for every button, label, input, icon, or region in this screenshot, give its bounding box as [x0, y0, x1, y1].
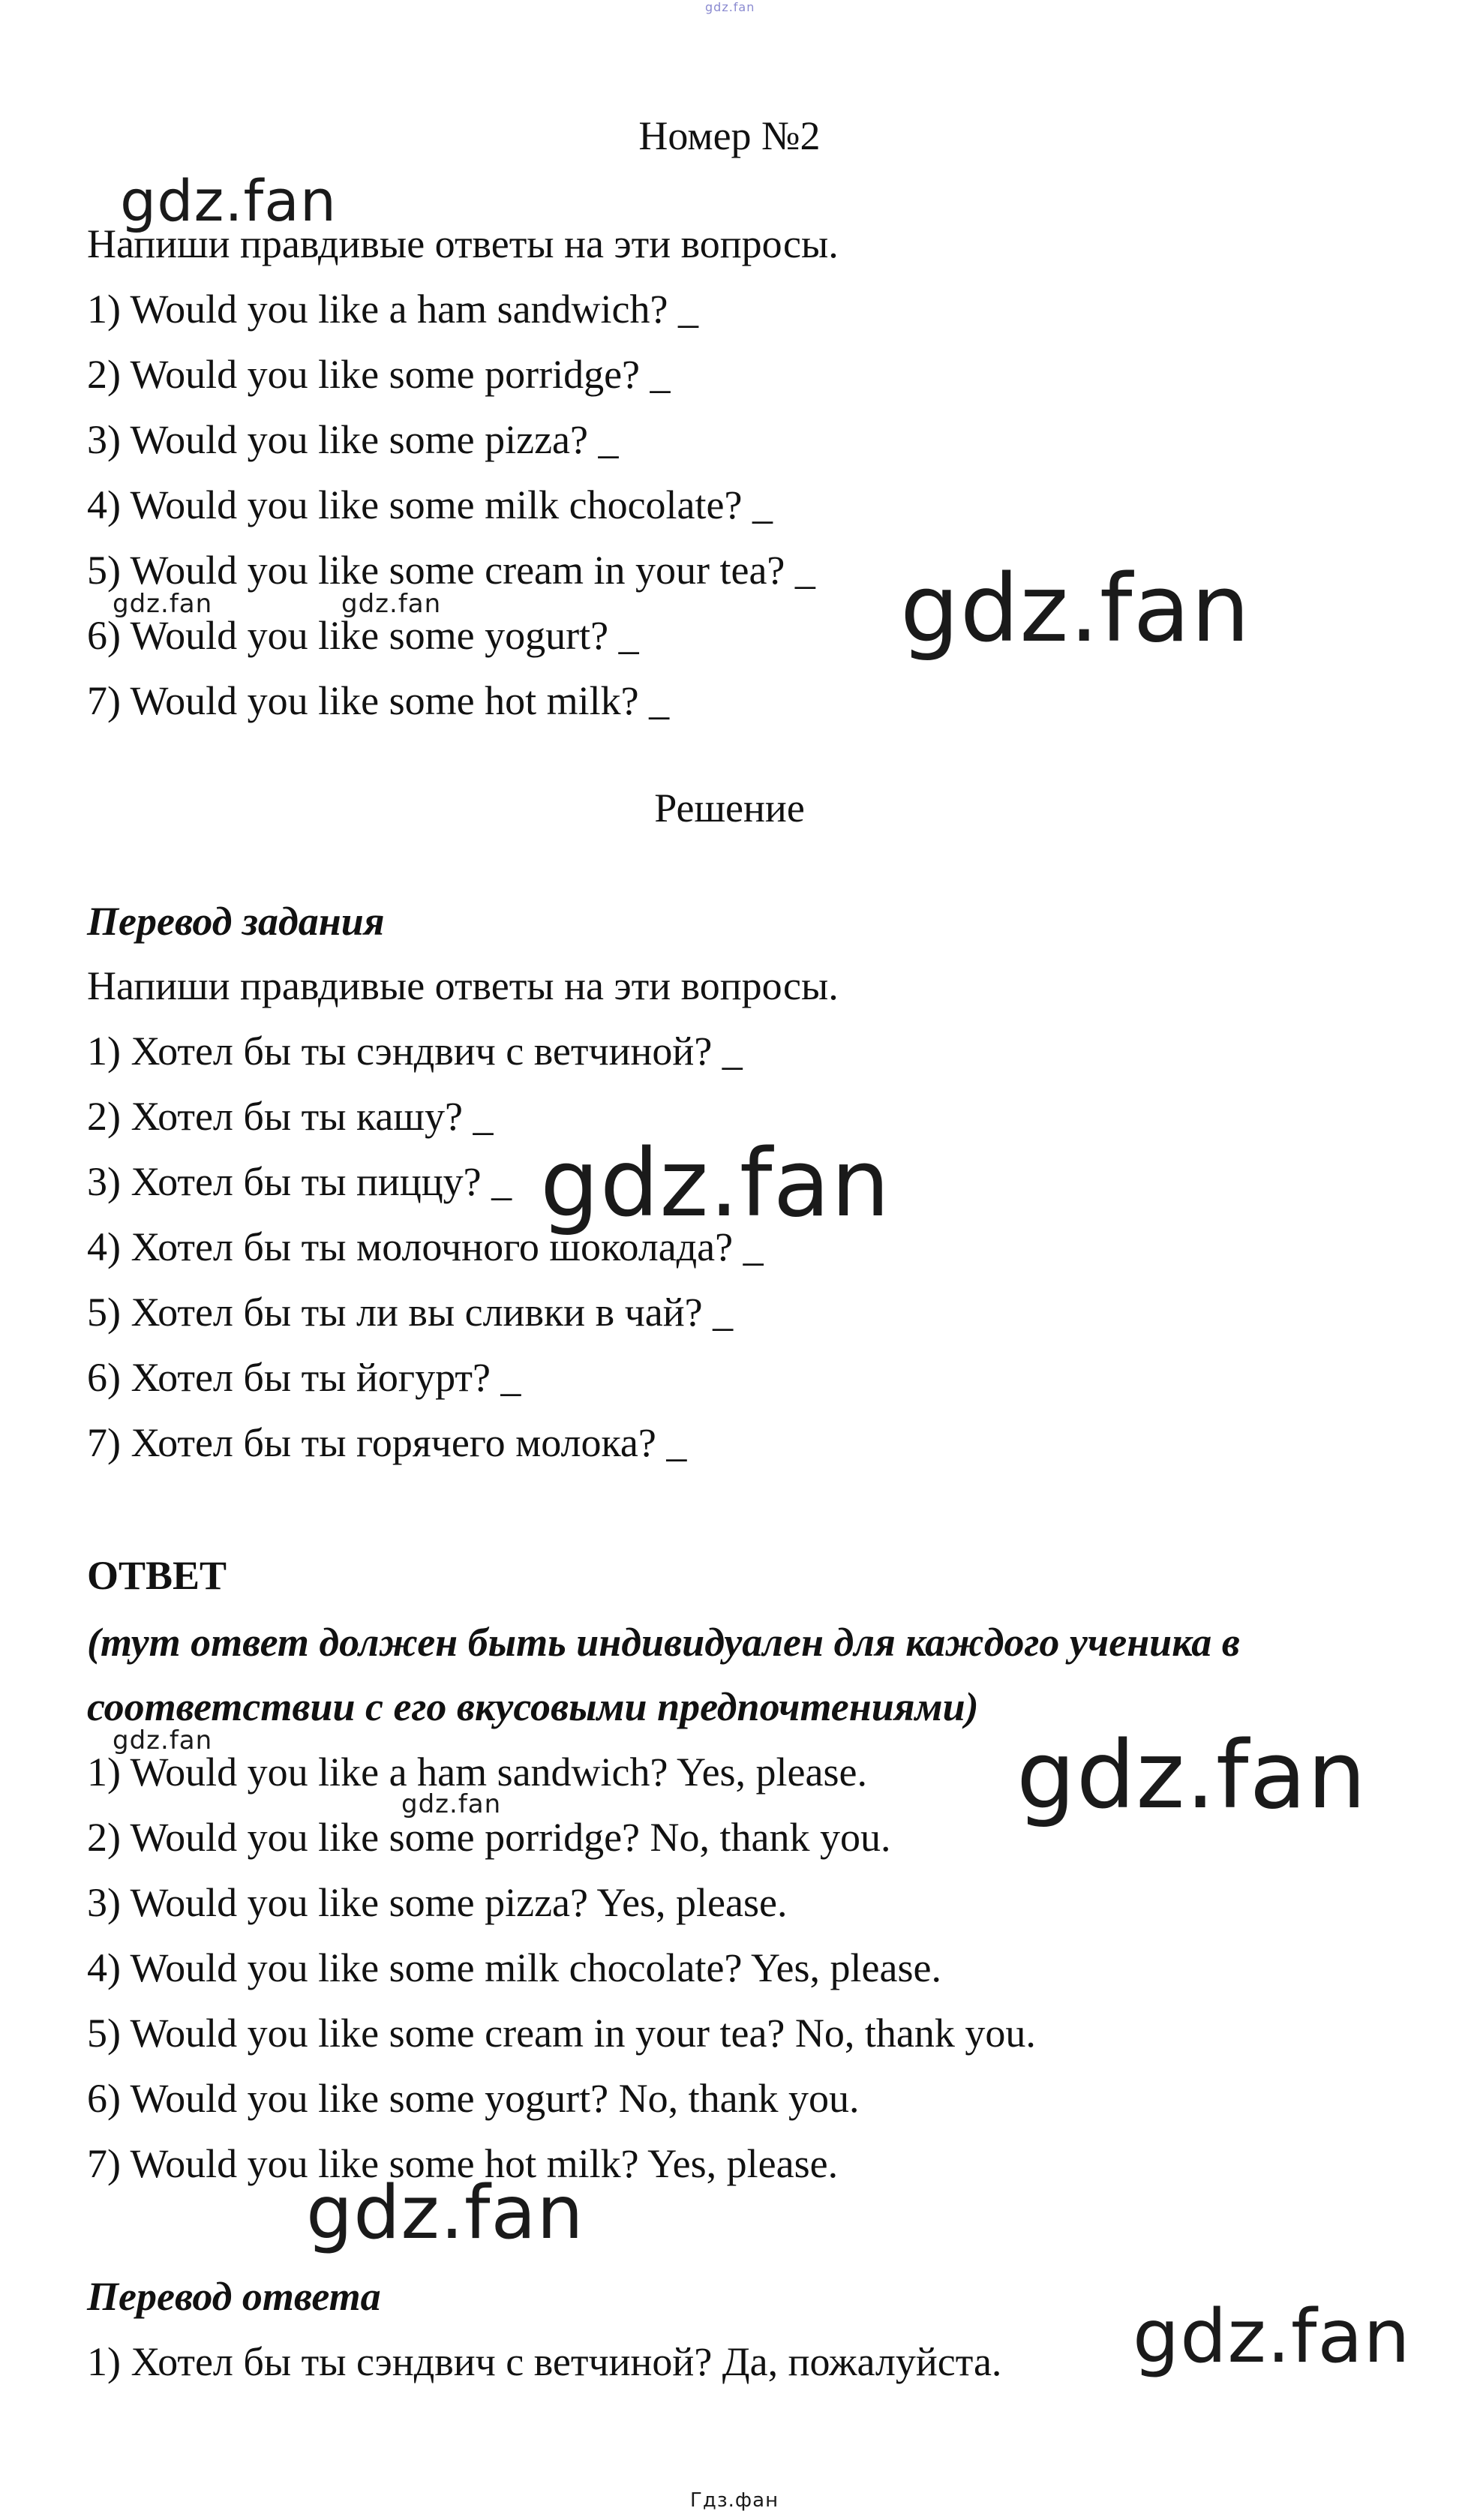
watermark-small: gdz.fan: [113, 589, 213, 619]
translation-question-1: 1) Хотел бы ты сэндвич с ветчиной? _: [87, 1029, 743, 1074]
answer-5: 5) Would you like some cream in your tea? No, thank you.: [87, 2011, 1036, 2056]
question-2: 2) Would you like some porridge? _: [87, 352, 671, 397]
task-prompt: Напиши правдивые ответы на эти вопросы.: [87, 221, 839, 266]
watermark: gdz.fan: [1133, 2294, 1411, 2380]
watermark: gdz.fan: [306, 2170, 584, 2256]
answer-translation-heading: Перевод ответа: [87, 2274, 381, 2319]
translation-question-2: 2) Хотел бы ты кашу? _: [87, 1094, 494, 1139]
question-7: 7) Would you like some hot milk? _: [87, 678, 670, 723]
translation-heading: Перевод задания: [87, 899, 385, 944]
footer-watermark: Гдз.фан: [690, 2489, 779, 2512]
watermark-small: gdz.fan: [113, 1726, 213, 1756]
watermark-large: gdz.fan: [540, 1130, 891, 1238]
answer-7: 7) Would you like some hot milk? Yes, please.: [87, 2141, 839, 2186]
answer-4: 4) Would you like some milk chocolate? Yes, please.: [87, 1945, 941, 1990]
question-1: 1) Would you like a ham sandwich? _: [87, 287, 698, 332]
watermark-small: gdz.fan: [341, 589, 442, 619]
watermark-large: gdz.fan: [1016, 1722, 1367, 1830]
watermark-small: gdz.fan: [401, 1789, 502, 1819]
watermark: gdz.fan: [120, 167, 338, 234]
translation-question-4: 4) Хотел бы ты молочного шоколада? _: [87, 1224, 764, 1269]
answer-6: 6) Would you like some yogurt? No, thank you.: [87, 2076, 860, 2121]
answer-note-line-2: соответствии с его вкусовыми предпочтениями): [87, 1684, 979, 1729]
answer-3: 3) Would you like some pizza? Yes, please.: [87, 1880, 788, 1925]
answer-2: 2) Would you like some porridge? No, thank you.: [87, 1815, 891, 1860]
translation-question-7: 7) Хотел бы ты горячего молока? _: [87, 1420, 687, 1465]
answer-1: 1) Would you like a ham sandwich? Yes, please.: [87, 1750, 867, 1795]
solution-heading: Решение: [654, 785, 805, 830]
translation-prompt: Напиши правдивые ответы на эти вопросы.: [87, 963, 839, 1008]
translation-question-3: 3) Хотел бы ты пиццу? _: [87, 1159, 512, 1204]
watermark-top-tiny: gdz.fan: [705, 0, 755, 14]
translation-question-6: 6) Хотел бы ты йогурт? _: [87, 1355, 521, 1400]
question-6: 6) Would you like some yogurt? _: [87, 613, 639, 658]
question-5: 5) Would you like some cream in your tea? _: [87, 548, 815, 593]
question-3: 3) Would you like some pizza? _: [87, 417, 619, 462]
answer-translation-1: 1) Хотел бы ты сэндвич с ветчиной? Да, пожалуйста.: [87, 2339, 1002, 2384]
watermark-large: gdz.fan: [900, 555, 1251, 663]
answer-heading: ОТВЕТ: [87, 1553, 227, 1598]
answer-note-line-1: (тут ответ должен быть индивидуален для каждого ученика в: [87, 1620, 1240, 1665]
page-title: Номер №2: [638, 113, 821, 158]
translation-question-5: 5) Хотел бы ты ли вы сливки в чай? _: [87, 1290, 734, 1335]
question-4: 4) Would you like some milk chocolate? _: [87, 482, 773, 527]
